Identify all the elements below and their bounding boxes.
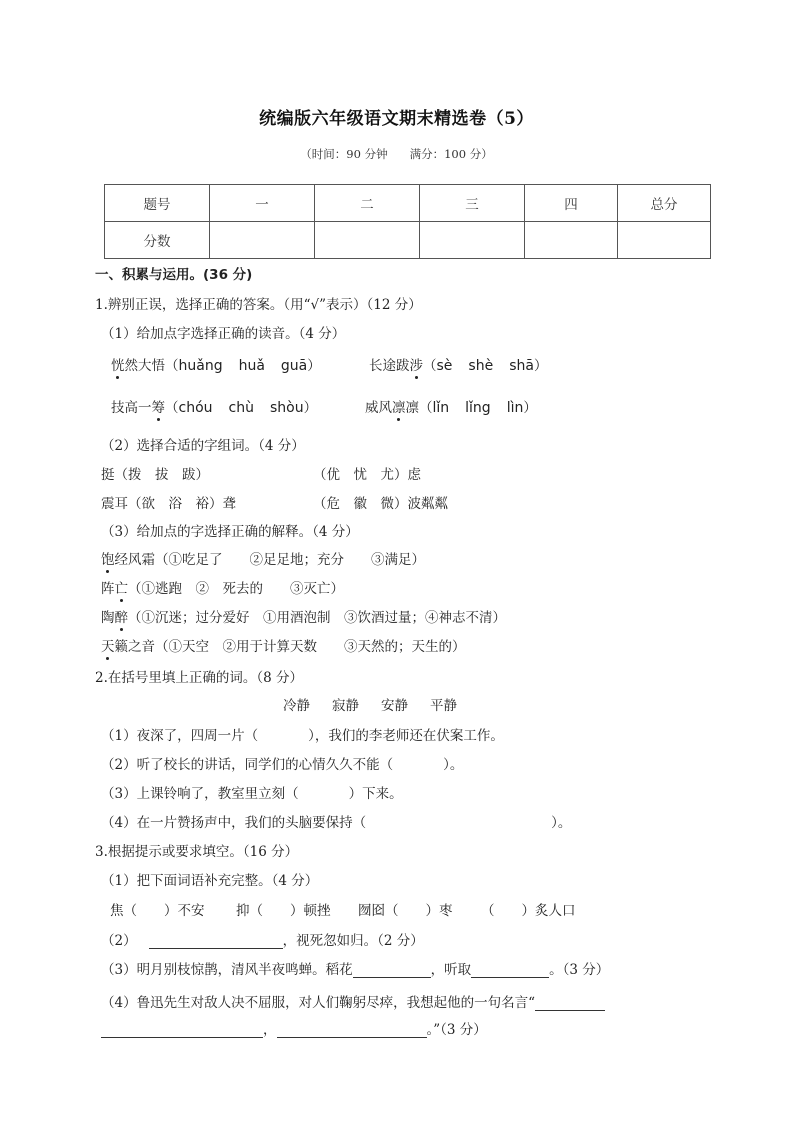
header-cell-total: 总分 <box>618 185 711 222</box>
word-choice-item-1[interactable]: 挺（拨 拔 跋） <box>101 467 209 483</box>
dotted-char: 恍 <box>111 354 125 374</box>
pinyin-item-1: 恍然大悟（huǎng huǎ guā） <box>111 354 321 374</box>
answer-blank[interactable] <box>353 963 431 978</box>
score-table-score-row <box>105 222 711 259</box>
pinyin-option[interactable]: chóu <box>178 400 213 416</box>
pinyin-option[interactable]: shòu <box>269 400 304 416</box>
pinyin-option[interactable]: sè <box>436 358 453 374</box>
score-cell-total[interactable] <box>618 222 711 259</box>
word-bank <box>283 694 457 714</box>
exam-subtitle <box>0 146 793 162</box>
pinyin-item-4: 威风凛凛（lǐn lǐng lìn） <box>365 396 537 416</box>
fill-item-2: （2）听了校长的讲话，同学们的心情久久不能（ ）。 <box>101 757 464 773</box>
header-cell-question-number: 题号 <box>105 185 210 222</box>
score-cell-3[interactable] <box>420 222 525 259</box>
header-cell-3: 三 <box>420 185 525 222</box>
word-bank-item: 冷静 <box>283 698 310 714</box>
pinyin-option[interactable]: guā <box>280 358 308 374</box>
pinyin-option[interactable]: lǐn <box>432 400 450 416</box>
answer-blank[interactable] <box>535 996 605 1011</box>
word-bank-item: 平静 <box>430 698 457 714</box>
answer-blank[interactable] <box>101 1023 263 1038</box>
question-2-title: 2.在括号里填上正确的词。（8 分） <box>95 670 304 686</box>
meaning-item-3[interactable]: 陶醉（①沉迷；过分爱好 ①用酒泡制 ③饮酒过量；④神志不清） <box>101 606 506 626</box>
row-label-score: 分数 <box>105 222 210 259</box>
pinyin-item-3: 技高一筹（chóu chù shòu） <box>111 396 317 416</box>
question-1-title: 1.辨别正误，选择正确的答案。（用“√”表示）（12 分） <box>95 297 422 313</box>
q1-part2-title: （2）选择合适的字组词。（4 分） <box>101 438 305 454</box>
pinyin-option[interactable]: shè <box>468 358 494 374</box>
question-3-title: 3.根据提示或要求填空。（16 分） <box>95 844 299 860</box>
word-choice-item-4[interactable]: （危 徽 微）波粼粼 <box>313 496 448 512</box>
score-cell-1[interactable] <box>210 222 315 259</box>
idiom-item-1[interactable]: 焦（ ）不安 <box>110 903 205 919</box>
idiom-item-4[interactable]: （ ）炙人口 <box>481 903 576 919</box>
meaning-item-2[interactable]: 阵亡（①逃跑 ② 死去的 ③灭亡） <box>101 577 344 597</box>
dotted-char: 涉 <box>410 354 424 374</box>
score-table <box>104 184 711 259</box>
dotted-char: 饱 <box>101 548 115 568</box>
q1-part3-title: （3）给加点的字选择正确的解释。（4 分） <box>101 524 359 540</box>
dotted-char: 凛 <box>392 396 406 416</box>
dotted-char: 筹 <box>152 396 166 416</box>
word-bank-item: 安静 <box>381 698 408 714</box>
exam-time: （时间：90 分钟 <box>300 147 388 161</box>
meaning-item-4[interactable]: 天籁之音（①天空 ②用于计算天数 ③天然的；天生的） <box>101 635 466 655</box>
exam-full-score: 满分：100 分） <box>409 147 493 161</box>
pinyin-option[interactable]: huǎ <box>238 358 265 374</box>
pinyin-option[interactable]: lìn <box>506 400 524 416</box>
q3-part4-line2: ， 。”（3 分） <box>101 1018 487 1038</box>
header-cell-1: 一 <box>210 185 315 222</box>
section-heading: 一、积累与运用。(36 分) <box>95 267 253 283</box>
idiom-item-2[interactable]: 抑（ ）顿挫 <box>236 903 331 919</box>
pinyin-option[interactable]: shā <box>509 358 534 374</box>
q3-part4-line1: （4）鲁迅先生对敌人决不屈服，对人们鞠躬尽瘁，我想起他的一句名言“ <box>101 991 605 1011</box>
pinyin-option[interactable]: chù <box>228 400 254 416</box>
q3-part3: （3）明月别枝惊鹊，清风半夜鸣蝉。稻花 ，听取 。（3 分） <box>101 962 610 978</box>
answer-blank[interactable] <box>471 963 549 978</box>
exam-title: 统编版六年级语文期末精选卷（5） <box>259 109 534 129</box>
header-cell-4: 四 <box>525 185 618 222</box>
pinyin-item-2: 长途跋涉（sè shè shā） <box>369 354 547 374</box>
fill-item-3: （3）上课铃响了，教室里立刻（ ）下来。 <box>101 786 403 802</box>
word-choice-item-2[interactable]: （优 忧 尤）虑 <box>313 467 421 483</box>
word-choice-item-3[interactable]: 震耳（欲 浴 裕）聋 <box>101 496 236 512</box>
dotted-char: 天 <box>101 635 115 655</box>
header-cell-2: 二 <box>315 185 420 222</box>
answer-blank[interactable] <box>149 934 283 949</box>
pinyin-option[interactable]: lǐng <box>465 400 491 416</box>
q3-part2: （2） ，视死忽如归。（2 分） <box>101 933 424 949</box>
dotted-char: 醉 <box>115 606 129 626</box>
meaning-item-1[interactable]: 饱经风霜（①吃足了 ②足足地；充分 ③满足） <box>101 548 425 568</box>
q1-part1-title: （1）给加点字选择正确的读音。（4 分） <box>101 326 346 342</box>
dotted-char: 亡 <box>115 577 129 597</box>
answer-blank[interactable] <box>277 1023 427 1038</box>
q3-part1-title: （1）把下面词语补充完整。（4 分） <box>101 873 319 889</box>
word-bank-item: 寂静 <box>332 698 359 714</box>
fill-item-1: （1）夜深了，四周一片（ ），我们的李老师还在伏案工作。 <box>101 728 504 744</box>
idiom-item-3[interactable]: 囫囵（ ）枣 <box>358 903 453 919</box>
fill-item-4: （4）在一片赞扬声中，我们的头脑要保持（ ）。 <box>101 815 572 831</box>
score-cell-4[interactable] <box>525 222 618 259</box>
pinyin-option[interactable]: huǎng <box>178 358 223 374</box>
score-table-header-row <box>105 185 711 222</box>
score-cell-2[interactable] <box>315 222 420 259</box>
